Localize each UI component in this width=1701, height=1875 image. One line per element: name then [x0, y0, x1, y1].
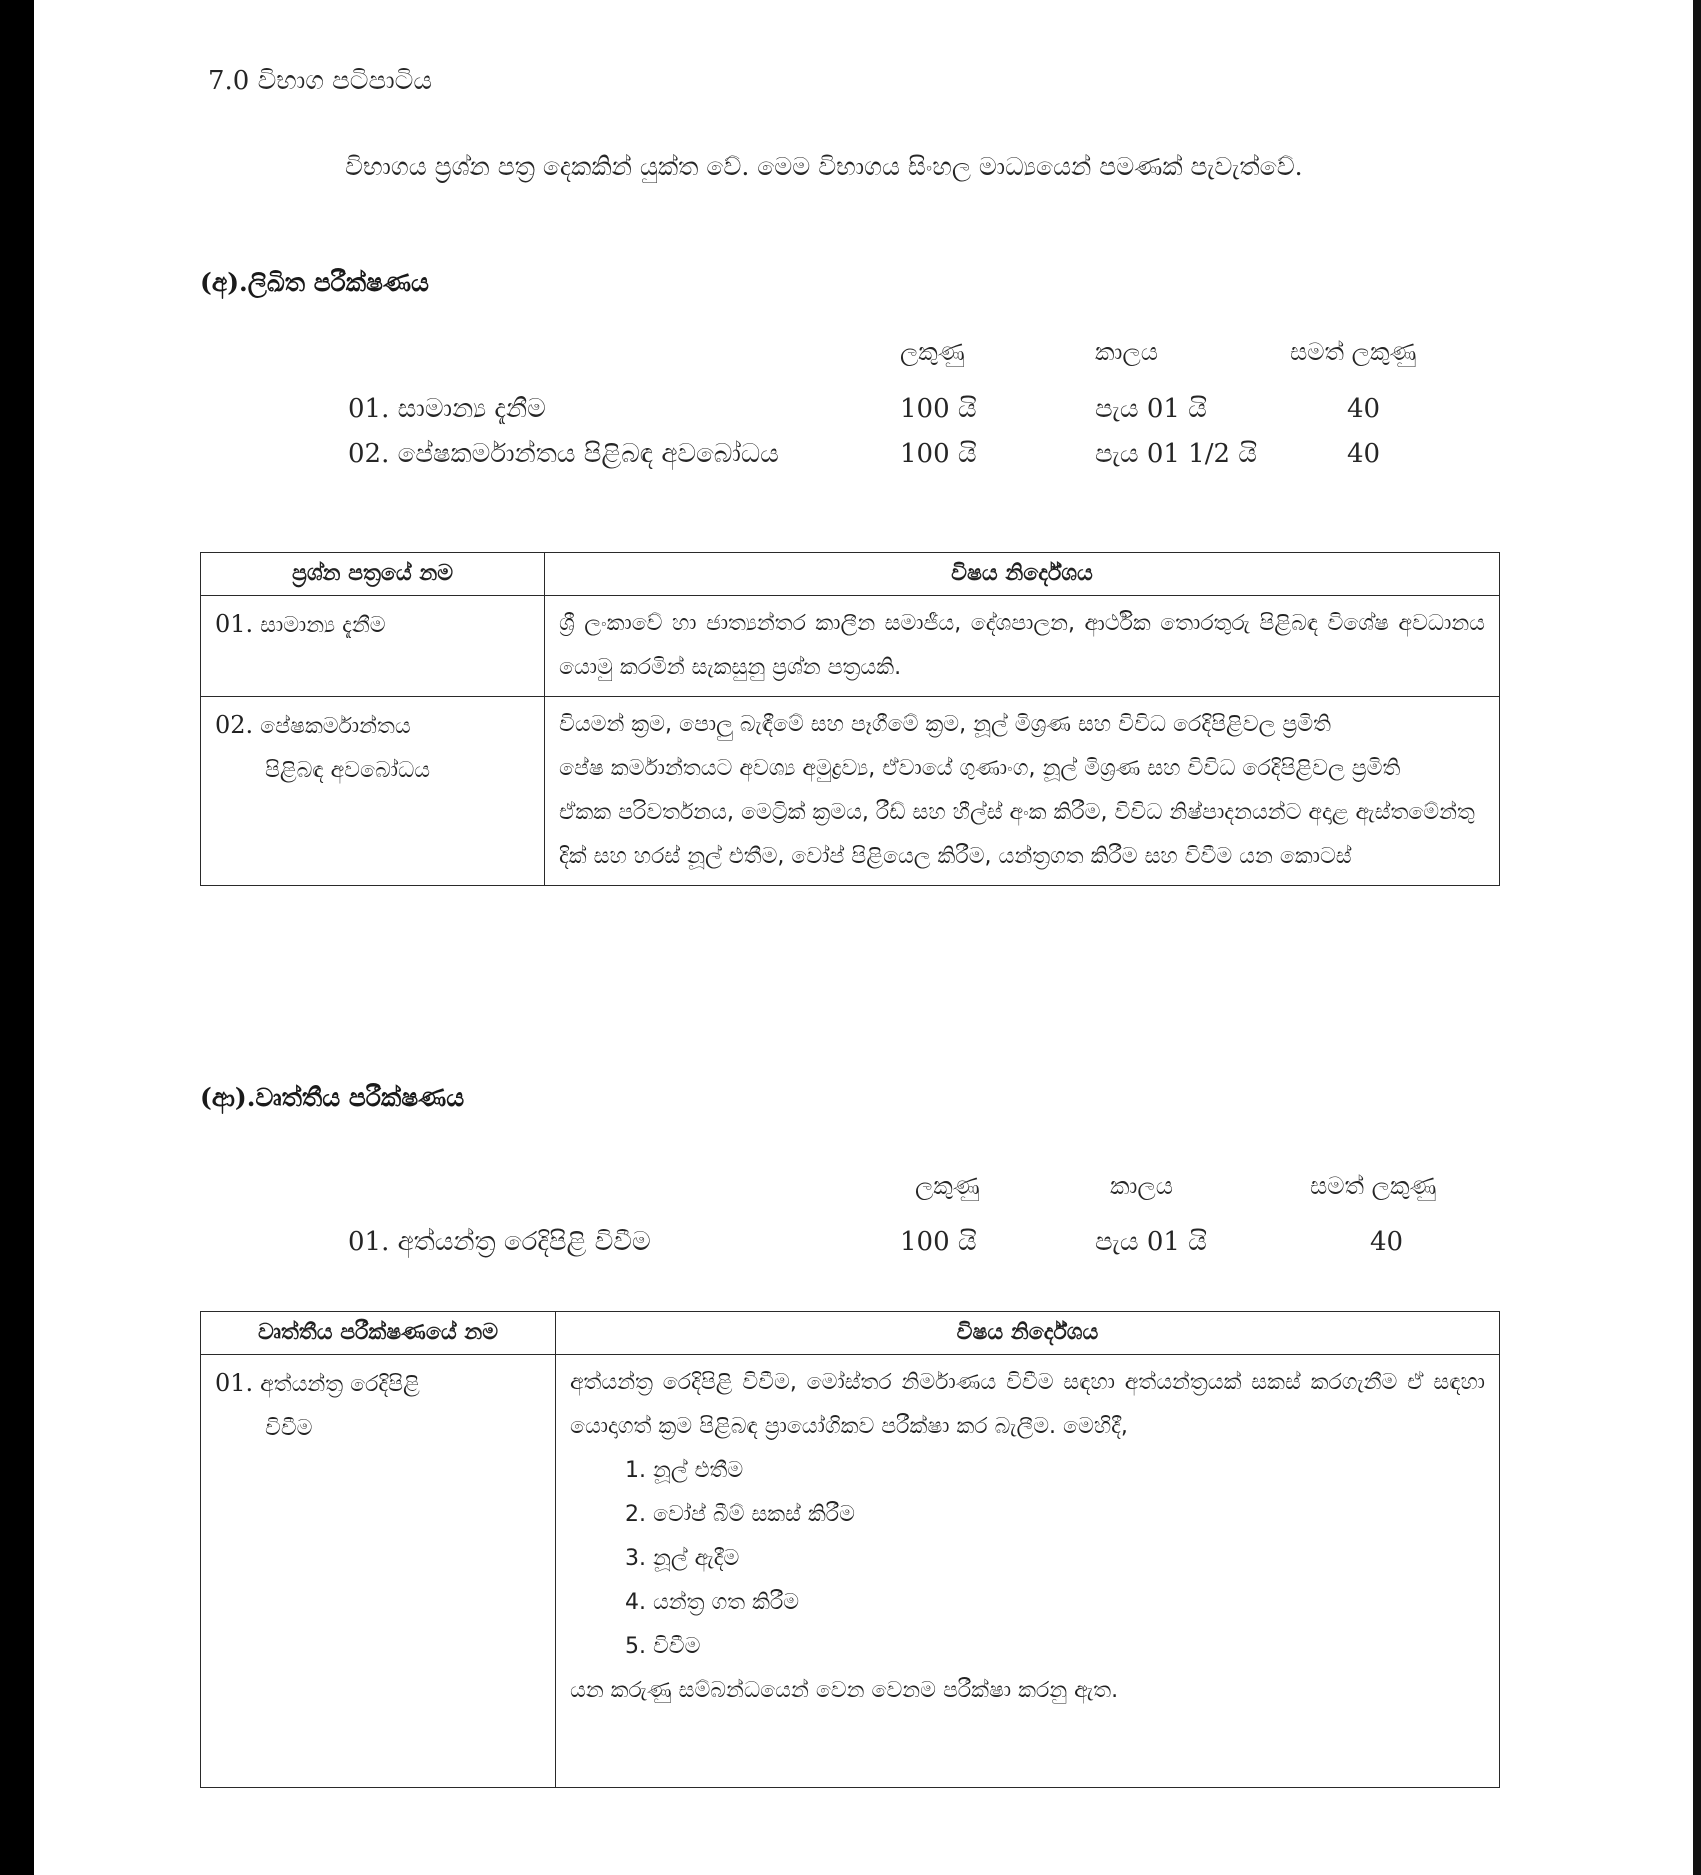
row-2-topic-1: වියමන් ක්‍රම, පොලු බැඳීමේ සහ පෑගීමේ ක්‍රම, නූල් මිශ්‍රණ සහ විවිධ රෙදිපිළිවල ප්‍රමිති: [559, 712, 1331, 737]
row-2-topic-4: දික් සහ හරස් නූල් එතීම, වෝප් පිළියෙල කිරීම, යන්ත්‍රගත කිරීම සහ විවීම යන කොටස්: [559, 844, 1352, 869]
practical-item-3: 3. නූල් ඇදීම: [625, 1546, 740, 1571]
row-1-name: සාමාන්‍ය දැනීම: [260, 613, 386, 638]
practical-item-4: 4. යන්ත්‍ර ගත කිරීම: [625, 1590, 800, 1615]
written-paper-2-marks: 100 යි: [900, 439, 977, 469]
practical-item-1: 1. නූල් එතීම: [625, 1458, 744, 1483]
written-paper-1-pass: 40: [1347, 394, 1381, 424]
practical-row-number: 01.: [215, 1369, 254, 1397]
practical-paper-1-marks: 100 යි: [900, 1227, 977, 1257]
written-paper-2-pass: 40: [1347, 439, 1381, 469]
header-syllabus: විෂය නිර්දේශය: [545, 553, 1500, 596]
practical-paper-1-time: පැය 01 යි: [1095, 1227, 1207, 1257]
scan-edge-right: [1693, 0, 1701, 1875]
row-2-syllabus-cell: [545, 697, 1500, 886]
practical-paper-1-name: 01. අත්යන්ත්‍ර රෙදිපිළි විවීම: [348, 1227, 651, 1257]
row-1-topic-1: ශ්‍රී ලංකාවේ හා ජාත්‍යන්තර කාලීන සමාජීය, දේශපාලන, ආර්ථික තොරතුරු පිළිබඳ විශේෂ අවධානය යොමු කරමින් සැකසුනු ප්‍රශ්න පත්‍රයකි.: [559, 611, 1485, 680]
written-col-marks: ලකුණු: [900, 338, 965, 366]
practical-row-name: අත්යන්ත්‍ර රෙදිපිළි: [260, 1372, 420, 1397]
table-header-row: [201, 1312, 1500, 1355]
practical-item-5: 5. විවීම: [625, 1634, 701, 1659]
written-paper-2-name: 02. පේෂකර්මාන්තය පිළිබඳ අවබෝධය: [348, 439, 779, 469]
table-header-row: [201, 553, 1500, 596]
written-col-pass: සමත් ලකුණු: [1290, 338, 1417, 366]
header-paper-name: ප්‍රශ්න පත්‍රයේ නම: [201, 553, 545, 596]
written-paper-1-time: පැය 01 යි: [1095, 394, 1207, 424]
row-1-number: 01.: [215, 610, 254, 638]
row-2-number: 02.: [215, 711, 254, 739]
practical-col-marks: ලකුණු: [915, 1172, 980, 1200]
practical-exam-heading: (ආ).වෘත්තීය පරීක්ෂණය: [200, 1083, 465, 1112]
row-1-name-cell: [201, 596, 545, 697]
practical-col-time: කාලය: [1110, 1172, 1173, 1200]
practical-syllabus-table: [200, 1311, 1500, 1788]
row-2-name-cell: [201, 697, 545, 886]
practical-row-name-cell: [201, 1355, 556, 1788]
written-paper-2-time: පැය 01 1/2 යි: [1095, 439, 1257, 469]
practical-intro: අත්යන්ත්‍ර රෙදිපිළි විවීම, මෝස්තර නිර්මාණය විවීම සඳහා අත්යන්ත්‍රයක් සකස් කරගැනීම ඒ සඳහා යොදාගත් ක්‍රම පිළිබඳ ප්‍රායෝගිකව පරීක්ෂා කර බැලීම. මෙහිදී,: [570, 1370, 1485, 1439]
header-syllabus: විෂය නිර්දේශය: [556, 1312, 1500, 1355]
scan-edge-left: [0, 0, 34, 1875]
table-row: [201, 1355, 1500, 1788]
practical-item-2: 2. වෝප් බීම් සකස් කිරීම: [625, 1502, 855, 1527]
row-2-topic-2: පේෂ කර්මාන්තයට අවශ්‍ය අමුද්‍රව්‍ය, ඒවායේ ගුණාංග, නූල් මිශ්‍රණ සහ විවිධ රෙදිපිළිවල ප්‍රමිති: [559, 756, 1401, 781]
practical-col-pass: සමත් ලකුණු: [1310, 1172, 1437, 1200]
written-syllabus-table: [200, 552, 1500, 886]
row-2-name-line2: පිළිබඳ අවබෝධය: [265, 758, 431, 783]
practical-paper-1-pass: 40: [1370, 1227, 1404, 1257]
written-col-time: කාලය: [1095, 338, 1158, 366]
practical-row-name-line2: විවීම: [265, 1416, 313, 1441]
table-row: [201, 596, 1500, 697]
row-1-syllabus-cell: [545, 596, 1500, 697]
header-practical-name: වෘත්තීය පරීක්ෂණයේ නම: [201, 1312, 556, 1355]
practical-row-syllabus-cell: [556, 1355, 1500, 1788]
written-exam-heading: (අ).ලිඛිත පරීක්ෂණය: [200, 268, 430, 297]
section-title: 7.0 විභාග පටිපාටිය: [208, 66, 433, 96]
row-2-topic-3: ඒකක පරිවර්තනය, මෙට්‍රික් ක්‍රමය, රීඩ් සහ හීල්ස් අංක කිරීම, විවිධ නිෂ්පාදනයන්ට අදාළ ඇස්තමේන්තු: [559, 800, 1475, 825]
written-paper-1-name: 01. සාමාන්‍ය දැනීම: [348, 394, 546, 424]
section-intro: විභාගය ප්‍රශ්න පත්‍ර දෙකකින් යුක්ත වේ. මෙම විභාගය සිංහල මාධ්‍යයෙන් පමණක් පැවැත්වේ.: [345, 152, 1303, 181]
row-2-name: පේෂකර්මාන්තය: [260, 714, 411, 739]
table-row: [201, 697, 1500, 886]
written-paper-1-marks: 100 යි: [900, 394, 977, 424]
practical-outro: යන කරුණු සම්බන්ධයෙන් වෙන වෙනම පරීක්ෂා කරනු ඇත.: [570, 1678, 1119, 1703]
